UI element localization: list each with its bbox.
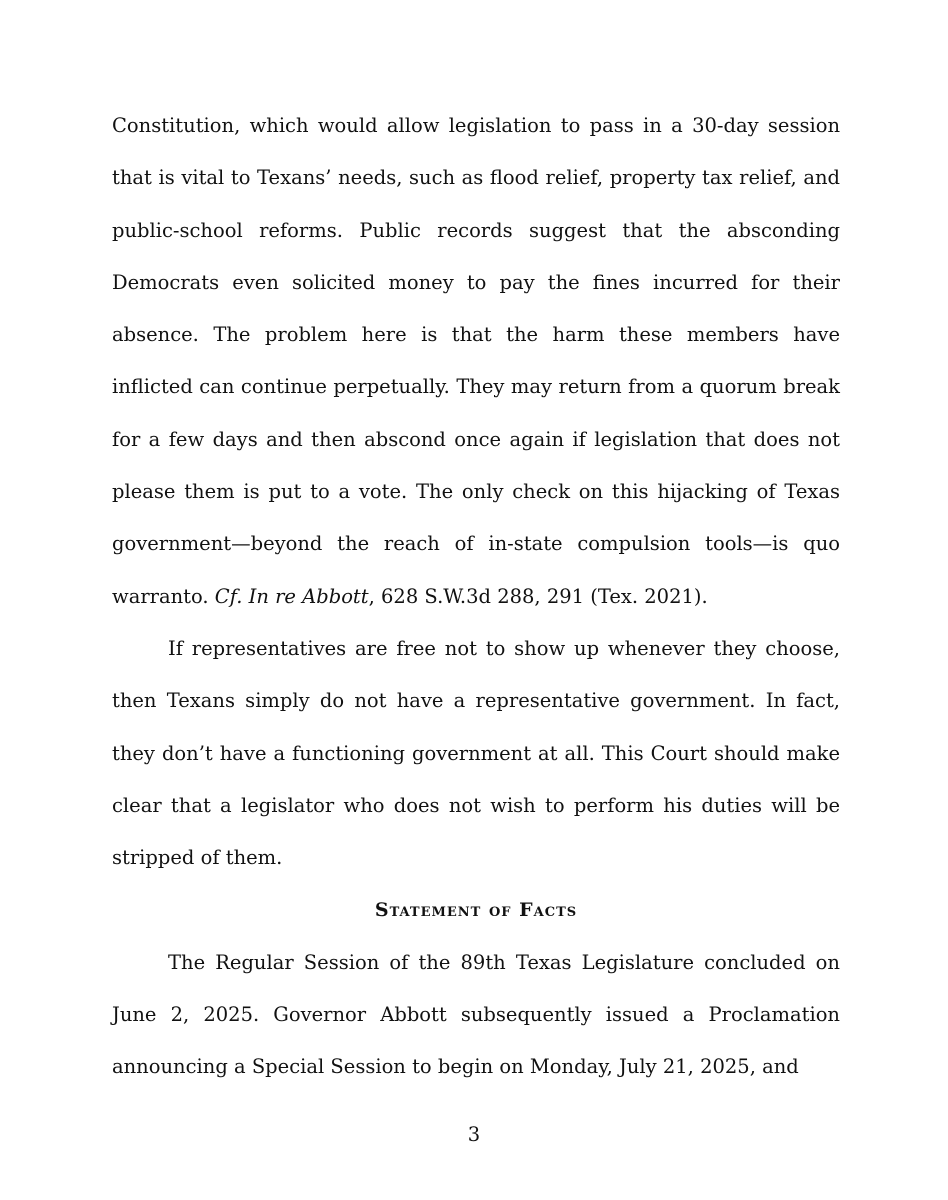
case-citation-reporter: , 628 S.W.3d 288, 291 (Tex. 2021). [368,584,708,608]
case-citation-name: Cf. In re Abbott [214,584,369,608]
paragraph-text: Constitution, which would allow legislation to pass in a 30-day session that is vital to Texans’ needs, such as flood relief, property tax relief, and public-school reforms. Public records suggest that the absconding Democrats even solicited money to pay the fines incurred for their absence. The problem here is that the harm these members have inflicted can continue perpetually. They may return from a quorum break for a few days and then abscond once again if legislation that does not please them is put to a vote. The only check on this hijacking of Texas government—beyond the reach of in-state compulsion tools—is quo warranto. [112,114,840,608]
page-number: 3 [467,1123,481,1146]
paragraph-statement-of-facts: The Regular Session of the 89th Texas Legislature concluded on June 2, 2025. Governor Abbott subsequently issued a Proclamation announcing a Special Session to begin on Monday, July 21, 2025, and [112,950,840,1079]
paragraph-quorum-harm [112,100,840,623]
section-heading: Statement of Facts [374,899,578,922]
paragraph-representative-government: If representatives are free not to show up whenever they choose, then Texans simply do not have a representative government. In fact, they don’t have a functioning government at all. This Court should make clear that a legislator who does not wish to perform his duties will be stripped of them. [112,636,840,870]
page-body [112,100,840,1094]
